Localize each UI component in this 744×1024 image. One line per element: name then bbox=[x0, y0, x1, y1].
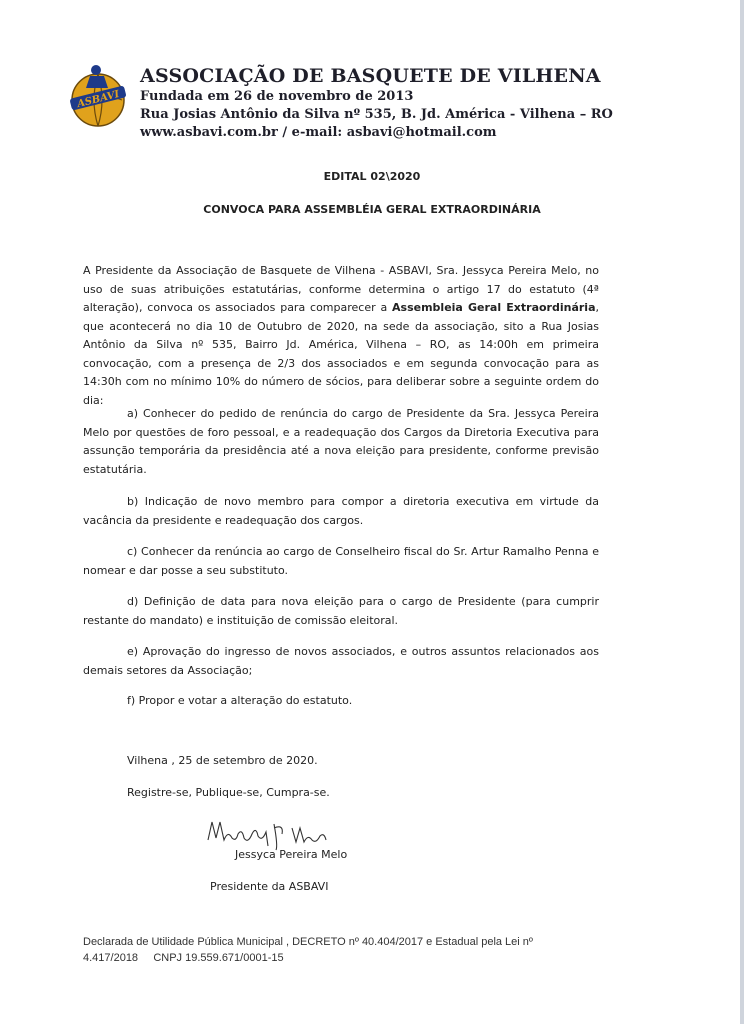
document-title: CONVOCA PARA ASSEMBLÉIA GERAL EXTRAORDINÁRIA bbox=[203, 203, 541, 216]
contact-line: www.asbavi.com.br / e-mail: asbavi@hotmail.com bbox=[140, 125, 497, 140]
logo-text: ASBAVI bbox=[76, 88, 121, 110]
address-line: Rua Josias Antônio da Silva nº 535, B. Jd. América - Vilhena – RO bbox=[140, 107, 613, 122]
agenda-item-a: a) Conhecer do pedido de renúncia do cargo de Presidente da Sra. Jessyca Pereira Melo por questões de foro pessoal, e a readequação dos Cargos da Diretoria Executiva para assunção temporária da presidência até a nova eleição para presidente, conforme previsão estatutária. bbox=[83, 407, 599, 476]
edital-number: EDITAL 02\2020 bbox=[323, 170, 421, 183]
org-name: ASSOCIAÇÃO DE BASQUETE DE VILHENA bbox=[140, 65, 601, 87]
agenda-item-e: e) Aprovação do ingresso de novos associados, e outros assuntos relacionados aos demais setores da Associação; bbox=[83, 645, 599, 677]
founded-line: Fundada em 26 de novembro de 2013 bbox=[140, 89, 414, 104]
agenda-item-d: d) Definição de data para nova eleição para o cargo de Presidente (para cumprir restante do mandato) e instituição de comissão eleitoral. bbox=[83, 595, 599, 627]
asbavi-logo bbox=[60, 62, 136, 132]
intro-text-before: A Presidente da Associação de Basquete de Vilhena - ASBAVI, Sra. Jessyca Pereira Melo, no uso de suas atribuições estatutárias, conforme determina o artigo 17 do estatuto (4ª alteração), convoca os associados para comparecer a bbox=[83, 264, 599, 314]
intro-paragraph bbox=[83, 262, 599, 410]
signer-role: Presidente da ASBAVI bbox=[210, 880, 329, 893]
intro-text-bold: Assembleia Geral Extraordinária bbox=[392, 301, 596, 314]
intro-text-after: , que acontecerá no dia 10 de Outubro de 2020, na sede da associação, sito a Rua Josias Antônio da Silva nº 535, Bairro Jd. América, Vilhena – RO, as 14:00h em primeira convocação, com a presença de 2/3 dos associados e em segunda convocação para as 14:30h com no mínimo 10% do número de sócios, para deliberar sobre a seguinte ordem do dia: bbox=[83, 301, 600, 407]
scan-edge bbox=[740, 0, 744, 1024]
register-line: Registre-se, Publique-se, Cumpra-se. bbox=[127, 786, 330, 799]
signer-name: Jessyca Pereira Melo bbox=[235, 848, 348, 861]
letterhead bbox=[140, 64, 613, 142]
footer bbox=[83, 934, 643, 966]
agenda-item-f: f) Propor e votar a alteração do estatuto. bbox=[127, 694, 353, 707]
agenda-item-c: c) Conhecer da renúncia ao cargo de Conselheiro fiscal do Sr. Artur Ramalho Penna e nomear e dar posse a seu substituto. bbox=[83, 545, 599, 577]
footer-line-1: Declarada de Utilidade Pública Municipal , DECRETO nº 40.404/2017 e Estadual pela Lei nº bbox=[83, 936, 533, 948]
footer-line-2: 4.417/2018 CNPJ 19.559.671/0001-15 bbox=[83, 952, 284, 964]
place-date: Vilhena , 25 de setembro de 2020. bbox=[127, 754, 318, 767]
agenda-item-b: b) Indicação de novo membro para compor a diretoria executiva em virtude da vacância da presidente e readequação dos cargos. bbox=[83, 495, 599, 527]
